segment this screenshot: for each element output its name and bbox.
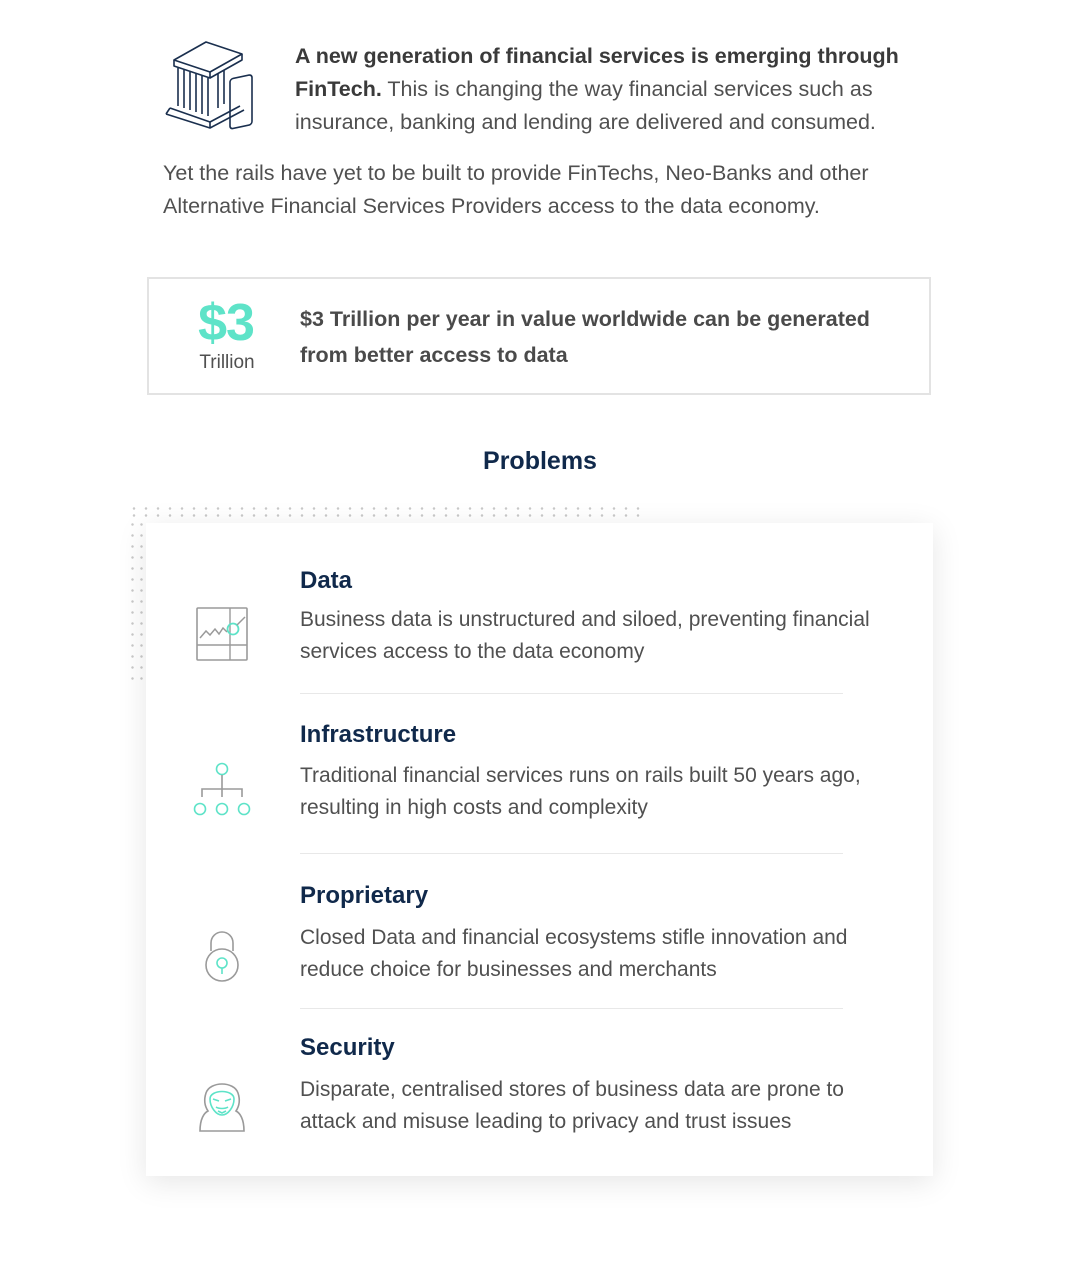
problem-title: Infrastructure (300, 721, 457, 748)
problem-title: Security (300, 1034, 395, 1061)
stat-description: $3 Trillion per year in value worldwide can be generated from better access to data (300, 307, 870, 367)
stat-unit: Trillion (199, 352, 255, 373)
problem-description: Disparate, centralised stores of business data are prone to attack and misuse leading to privacy and trust issues (300, 1078, 844, 1133)
bank-icon (160, 38, 258, 134)
intro-paragraph (295, 40, 945, 139)
problem-title: Proprietary (300, 882, 429, 909)
problem-title: Data (300, 567, 353, 594)
divider (300, 693, 843, 694)
problems-title: Problems (483, 447, 597, 475)
chart-icon (190, 603, 254, 667)
divider (300, 853, 843, 854)
stat-callout (147, 277, 931, 395)
intro-lead-bold: A new generation of financial services is emerging through FinTech. (295, 44, 899, 101)
problem-description: Traditional financial services runs on rails built 50 years ago, resulting in high costs and complexity (300, 764, 861, 819)
hacker-icon (190, 1073, 254, 1137)
dot-pattern (128, 519, 146, 685)
intro-lead-rest: This is changing the way financial services such as insurance, banking and lending are delivered and consumed. (295, 77, 876, 134)
network-icon (190, 759, 254, 823)
problems-card (146, 523, 933, 1176)
problem-description: Closed Data and financial ecosystems stifle innovation and reduce choice for businesses and merchants (300, 926, 848, 981)
stat-value: $3 (198, 294, 254, 352)
divider (300, 1008, 843, 1009)
problem-description: Business data is unstructured and siloed, preventing financial services access to the data economy (300, 608, 870, 663)
dot-pattern (128, 505, 640, 519)
rails-paragraph: Yet the rails have yet to be built to provide FinTechs, Neo-Banks and other Alternative Financial Services Providers access to the data economy. (163, 161, 869, 218)
lock-icon (190, 927, 254, 991)
